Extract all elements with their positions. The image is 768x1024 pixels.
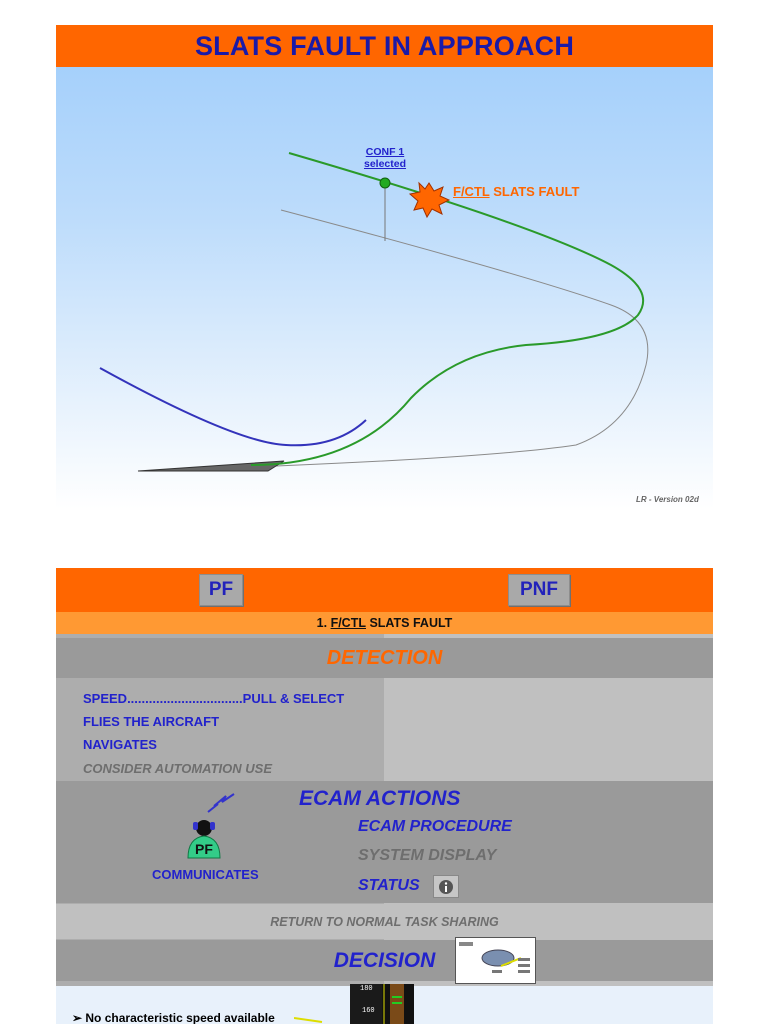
pf-button[interactable]: PF [199, 574, 243, 606]
pf-task-flies: FLIES THE AIRCRAFT [83, 714, 220, 729]
conf-label [356, 146, 414, 170]
header-bar [56, 568, 713, 612]
radio-wave-line [208, 804, 218, 812]
info-icon [438, 879, 454, 895]
fault-prefix: F/CTL [453, 184, 490, 199]
decision-title: DECISION [333, 948, 436, 972]
pointer-line-icon [294, 1016, 324, 1024]
ecam-procedure-label: ECAM PROCEDURE [358, 818, 512, 835]
status-label: STATUS [358, 877, 420, 894]
pnf-button[interactable]: PNF [508, 574, 570, 606]
bullet-note-text: No characteristic speed available [85, 1011, 275, 1024]
slide-trajectory [56, 25, 713, 509]
subtitle-suffix: SLATS FAULT [365, 616, 453, 630]
decision-thumbnail[interactable] [455, 937, 536, 984]
approach-trajectory-diagram [56, 25, 713, 509]
pilot-head-icon [196, 820, 212, 836]
fault-burst-icon [410, 183, 449, 217]
pf-task-speed: SPEED................................PULL & SELECT [83, 691, 345, 706]
slide-title: SLATS FAULT IN APPROACH [194, 30, 575, 61]
bullet-arrow-icon: ➢ [72, 1011, 86, 1024]
subtitle-bar [56, 612, 713, 634]
initial-approach-path [100, 368, 366, 445]
title-banner [56, 25, 713, 67]
conf-selection-point [380, 178, 390, 188]
headset-icon [193, 822, 198, 830]
return-task-sharing-bar [56, 904, 713, 939]
decision-diagram-icon [456, 938, 535, 983]
fault-suffix: SLATS FAULT [489, 184, 580, 199]
detection-bar [56, 638, 713, 678]
version-label: LR - Version 02d [636, 495, 699, 504]
runway [138, 461, 284, 471]
pf-radio-figure [174, 790, 244, 860]
headset-icon-right [210, 822, 215, 830]
speed-180-label: 180 [360, 985, 373, 993]
detection-title: DETECTION [326, 646, 443, 669]
pfd-speed-tape [350, 984, 414, 1024]
conf-label-line1: CONF 1 [365, 146, 405, 158]
pf-figure-label: PF [195, 841, 213, 857]
decision-bar [56, 940, 713, 981]
speed-tape-graphic [350, 984, 414, 1024]
communicates-label: COMMUNICATES [152, 867, 259, 882]
ecam-actions-title: ECAM ACTIONS [299, 787, 461, 810]
conf-label-line2: selected [363, 158, 407, 170]
return-task-sharing-text: RETURN TO NORMAL TASK SHARING [270, 914, 499, 929]
pf-task-navigates: NAVIGATES [83, 737, 157, 752]
fault-label [453, 184, 579, 199]
pf-task-automation: CONSIDER AUTOMATION USE [83, 761, 272, 776]
info-button[interactable] [433, 875, 459, 898]
bullet-note [72, 1011, 275, 1024]
original-path-line [276, 210, 648, 466]
system-display-label: SYSTEM DISPLAY [358, 847, 497, 864]
subtitle-prefix: 1. [316, 616, 331, 630]
slide-task-sharing [56, 568, 713, 1024]
subtitle-ecam: F/CTL [330, 616, 366, 630]
speed-160-label: 160 [362, 1007, 375, 1015]
